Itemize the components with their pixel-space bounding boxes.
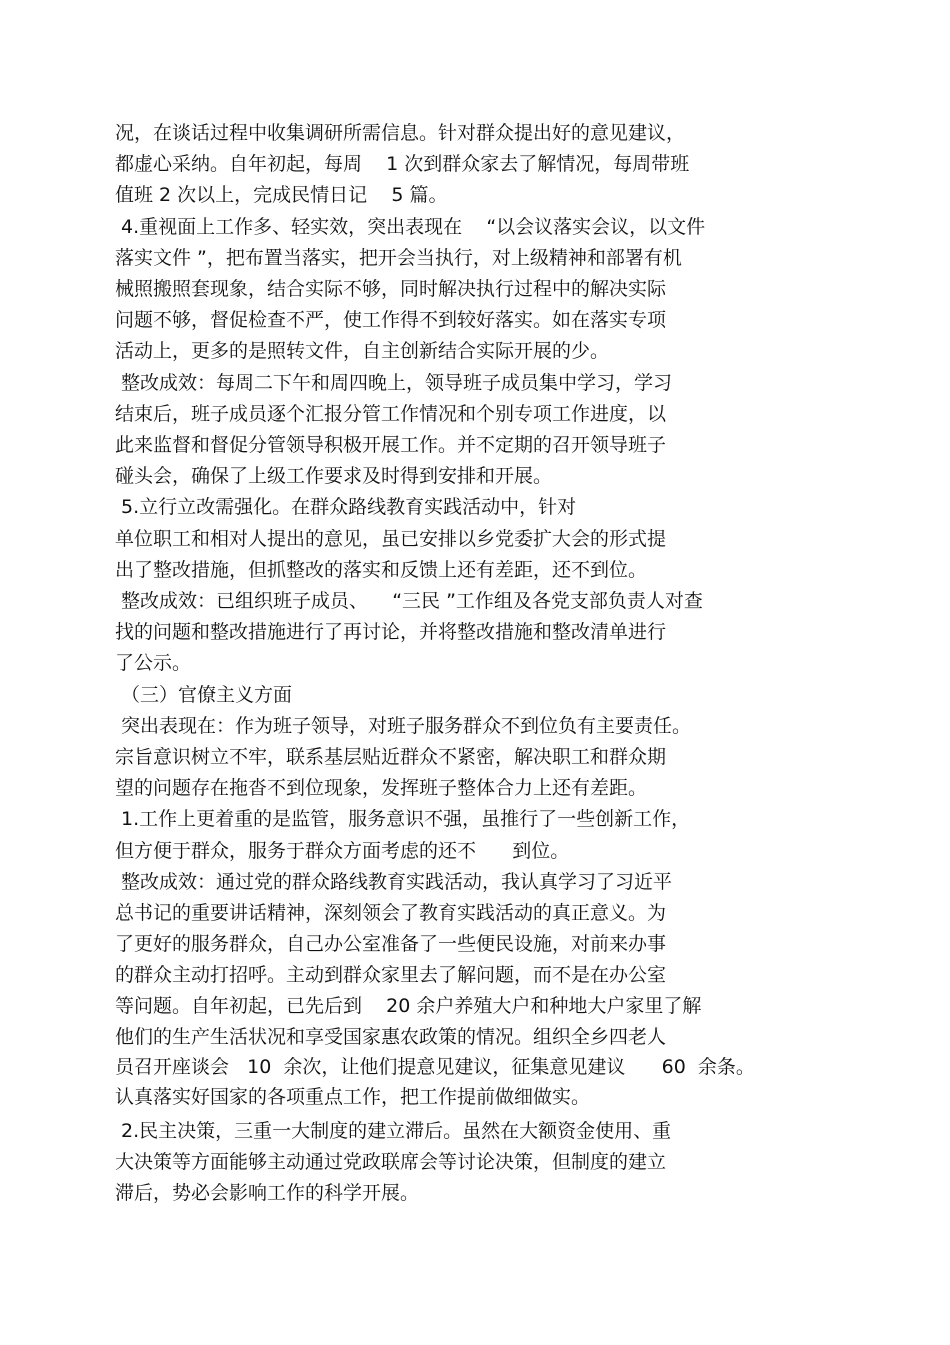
section-heading: （三）官僚主义方面 — [121, 684, 293, 706]
text-line: 4.重视面上工作多、轻实效，突出表现在 “以会议落实会议，以文件 — [115, 216, 706, 238]
text-line: 结束后，班子成员逐个汇报分管工作情况和个别专项工作进度，以 — [115, 403, 667, 425]
text-line: 此来监督和督促分管领导积极开展工作。并不定期的召开领导班子 — [115, 434, 667, 456]
text-line: 但方便于群众，服务于群众方面考虑的还不 到位。 — [115, 840, 570, 862]
text-line: 了更好的服务群众，自己办公室准备了一些便民设施，对前来办事 — [115, 933, 667, 955]
text-line: 整改成效：已组织班子成员、 “三民 ”工作组及各党支部负责人对查 — [115, 590, 703, 612]
text-line: 找的问题和整改措施进行了再讨论，并将整改措施和整改清单进行 — [115, 621, 667, 643]
text-line: 整改成效：每周二下午和周四晚上，领导班子成员集中学习，学习 — [115, 372, 673, 394]
text-line: 落实文件 ”，把布置当落实，把开会当执行，对上级精神和部署有机 — [115, 247, 682, 269]
text-line: 5.立行立改需强化。在群众路线教育实践活动中，针对 — [115, 496, 577, 518]
text-line: 他们的生产生活状况和享受国家惠农政策的情况。组织全乡四老人 — [115, 1026, 667, 1048]
text-line: 望的问题存在拖沓不到位现象，发挥班子整体合力上还有差距。 — [115, 777, 648, 799]
text-line: 械照搬照套现象，结合实际不够，同时解决执行过程中的解决实际 — [115, 278, 667, 300]
text-line: 活动上，更多的是照转文件，自主创新结合实际开展的少。 — [115, 340, 610, 362]
text-line: 出了整改措施，但抓整改的落实和反馈上还有差距，还不到位。 — [115, 559, 648, 581]
text-line: 单位职工和相对人提出的意见，虽已安排以乡党委扩大会的形式提 — [115, 528, 667, 550]
text-line: 认真落实好国家的各项重点工作，把工作提前做细做实。 — [115, 1086, 591, 1108]
text-line: 问题不够，督促检查不严，使工作得不到较好落实。如在落实专项 — [115, 309, 667, 331]
text-line: 了公示。 — [115, 652, 192, 674]
text-line: 总书记的重要讲话精神，深刻领会了教育实践活动的真正意义。为 — [115, 902, 667, 924]
text-line: 的群众主动打招呼。主动到群众家里去了解问题，而不是在办公室 — [115, 964, 667, 986]
text-line: 况，在谈话过程中收集调研所需信息。针对群众提出好的意见建议， — [115, 122, 686, 144]
text-line: 都虚心采纳。自年初起，每周 1 次到群众家去了解情况，每周带班 — [115, 153, 690, 175]
text-line: 整改成效：通过党的群众路线教育实践活动，我认真学习了习近平 — [115, 871, 673, 893]
text-line: 1.工作上更着重的是监管，服务意识不强，虽推行了一些创新工作， — [115, 808, 691, 830]
text-line: 等问题。自年初起，已先后到 20 余户养殖大户和种地大户家里了解 — [115, 995, 702, 1017]
text-line: 滞后，势必会影响工作的科学开展。 — [115, 1182, 420, 1204]
text-line: 碰头会，确保了上级工作要求及时得到安排和开展。 — [115, 465, 553, 487]
text-line: 2.民主决策，三重一大制度的建立滞后。虽然在大额资金使用、重 — [115, 1120, 672, 1142]
text-line: 宗旨意识树立不牢，联系基层贴近群众不紧密，解决职工和群众期 — [115, 746, 667, 768]
text-line: 突出表现在：作为班子领导，对班子服务群众不到位负有主要责任。 — [115, 715, 692, 737]
text-line: 员召开座谈会 10 余次，让他们提意见建议，征集意见建议 60 余条。 — [115, 1056, 755, 1078]
text-line: 值班 2 次以上，完成民情日记 5 篇。 — [115, 184, 448, 206]
text-line: 大决策等方面能够主动通过党政联席会等讨论决策，但制度的建立 — [115, 1151, 667, 1173]
